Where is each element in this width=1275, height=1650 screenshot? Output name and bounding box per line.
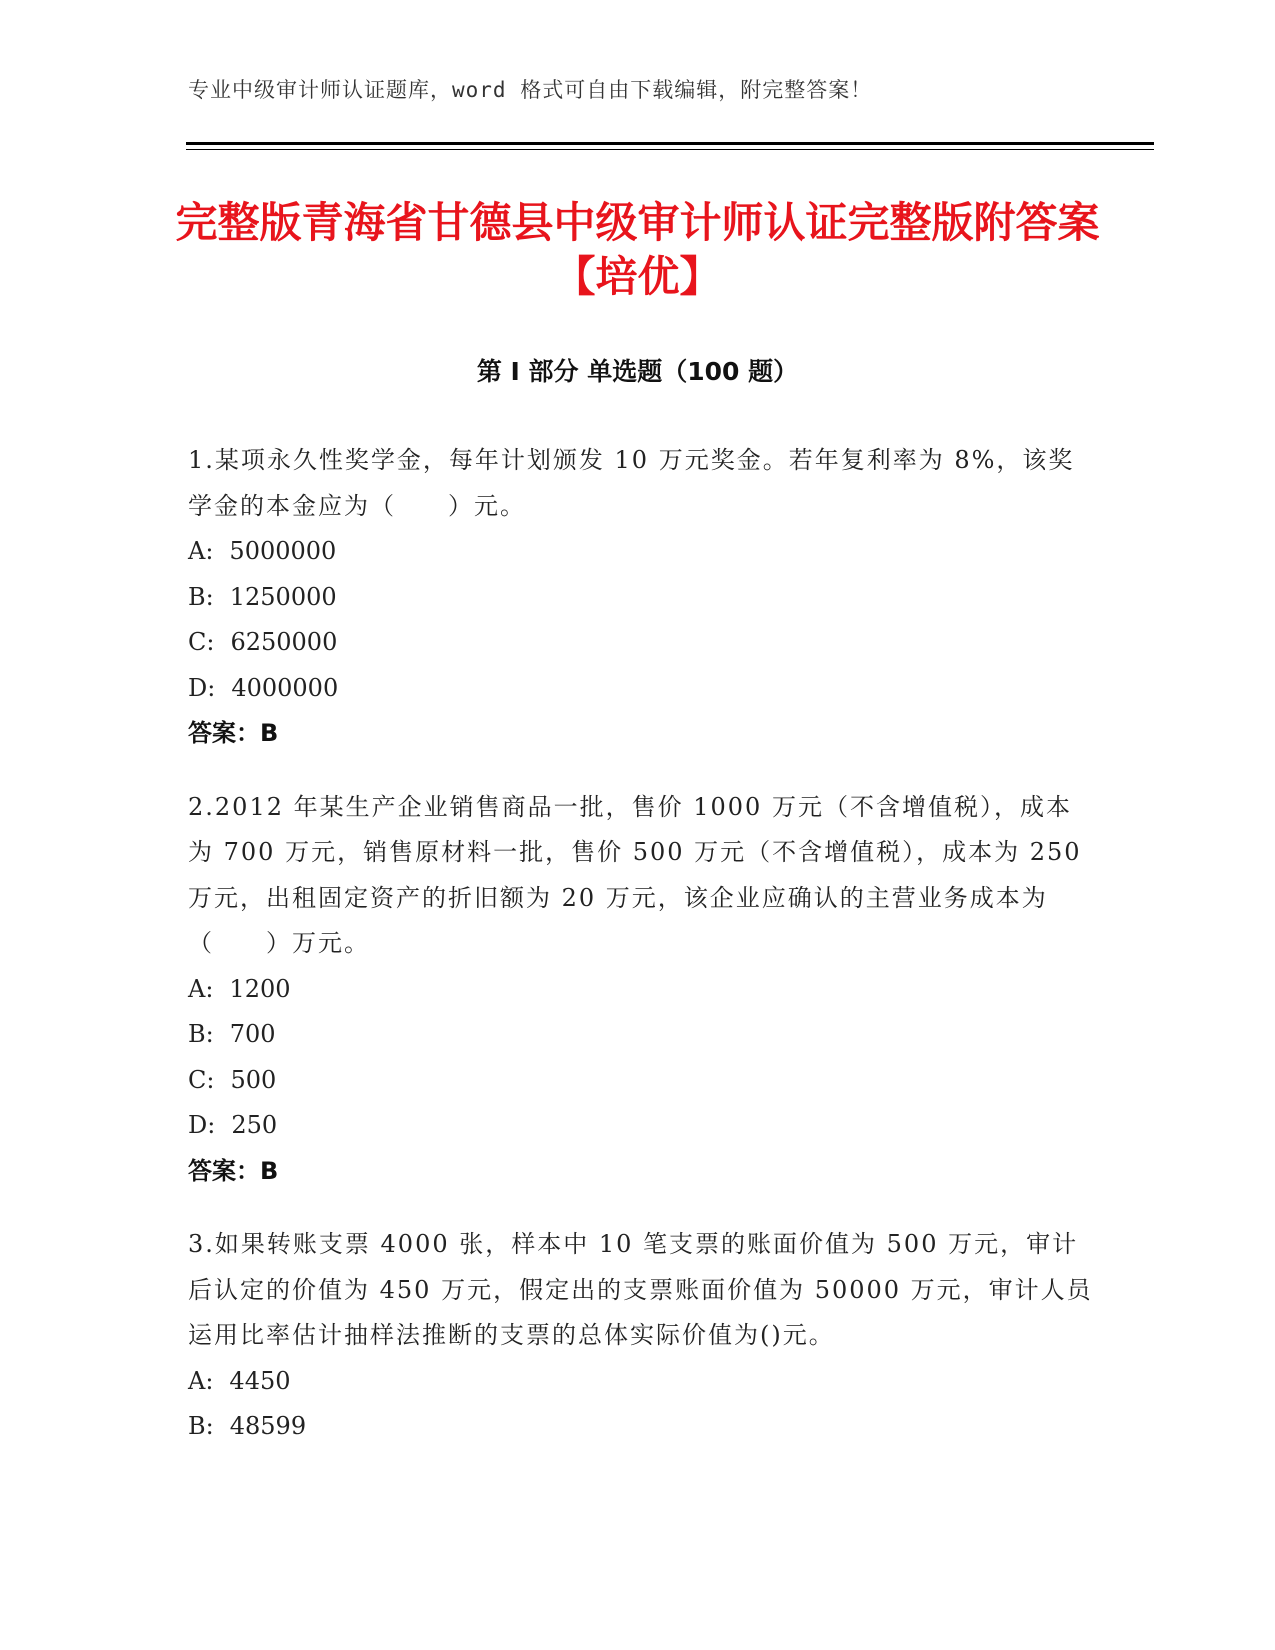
option-row (188, 575, 1093, 621)
question-3 (188, 1222, 1093, 1450)
option-row (188, 1404, 1093, 1450)
answer-value: B (260, 1156, 279, 1185)
header-rule-thin (186, 149, 1154, 150)
document-title: 完整版青海省甘德县中级审计师认证完整版附答案【培优】 (175, 198, 1100, 301)
answer-prefix: 答案： (188, 719, 260, 747)
question-text: 3.如果转账支票 4000 张，样本中 10 笔支票的账面价值为 500 万元，审计后认定的价值为 450 万元，假定出的支票账面价值为 50000 万元，审计人员运用比率估计抽样法推断的支票的总体实际价值为()元。 (188, 1230, 1093, 1349)
answer-line (188, 711, 1093, 757)
question-1 (188, 438, 1093, 757)
option-letter: D: (188, 1111, 216, 1139)
option-letter: B: (188, 1412, 214, 1440)
header-note: 专业中级审计师认证题库，word 格式可自由下载编辑，附完整答案！ (188, 78, 873, 102)
option-letter: A: (188, 974, 214, 1003)
option-letter: B: (188, 582, 214, 611)
option-row (188, 529, 1093, 575)
option-value: 6250000 (230, 628, 338, 656)
option-row (188, 1359, 1093, 1405)
option-value: 4000000 (231, 673, 339, 702)
question-text: 1.某项永久性奖学金，每年计划颁发 10 万元奖金。若年复利率为 8%，该奖学金的本金应为（ ）元。 (188, 446, 1075, 520)
option-value: 1200 (229, 974, 291, 1003)
option-row (188, 1012, 1093, 1058)
option-value: 4450 (229, 1366, 291, 1395)
option-letter: D: (188, 673, 216, 702)
option-letter: C: (188, 1065, 215, 1094)
option-letter: A: (188, 1366, 214, 1395)
option-value: 48599 (229, 1412, 307, 1440)
option-row (188, 1103, 1093, 1149)
option-letter: A: (188, 537, 214, 565)
option-value: 250 (231, 1111, 278, 1139)
option-value: 1250000 (229, 582, 337, 611)
option-row (188, 620, 1093, 666)
answer-value: B (260, 719, 279, 747)
section-title: 第 I 部分 单选题（100 题） (476, 357, 799, 386)
option-letter: B: (188, 1020, 214, 1048)
header-rule-thick (186, 142, 1154, 145)
answer-prefix: 答案： (188, 1156, 260, 1185)
option-value: 500 (230, 1065, 277, 1094)
option-letter: C: (188, 628, 215, 656)
question-text: 2.2012 年某生产企业销售商品一批，售价 1000 万元（不含增值税），成本为 700 万元，销售原材料一批，售价 500 万元（不含增值税），成本为 250 万元，出租固定资产的折旧额为 20 万元，该企业应确认的主营业务成本为（ ）万元。 (188, 792, 1082, 957)
option-value: 700 (229, 1020, 276, 1048)
option-row (188, 666, 1093, 712)
option-value: 5000000 (229, 537, 337, 565)
question-list (188, 438, 1093, 1478)
option-row (188, 1058, 1093, 1104)
option-row (188, 967, 1093, 1013)
question-2 (188, 785, 1093, 1195)
answer-line (188, 1149, 1093, 1195)
